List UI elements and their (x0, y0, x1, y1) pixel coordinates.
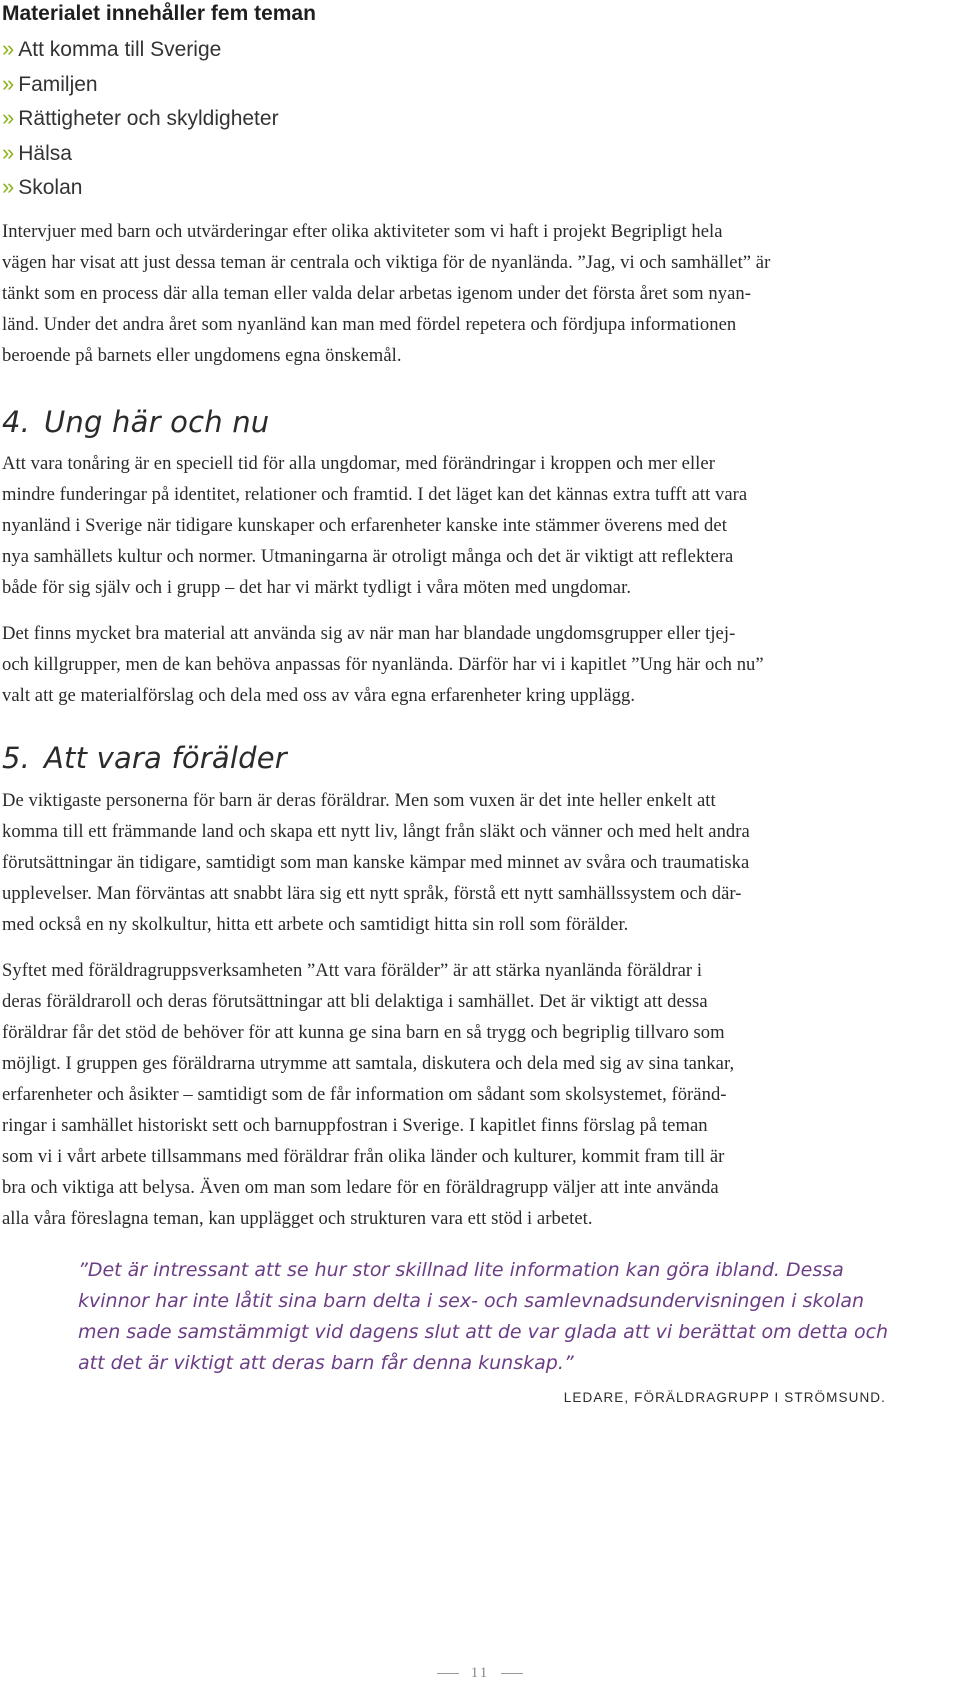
section-5-paragraph-1: De viktigaste personerna för barn är deras föräldrar. Men som vuxen är det inte heller enkelt att komma till ett främmande land och skapa ett nytt liv, långt från släkt och vänner och med helt andra förutsättningar än tidigare, samtidigt som man kanske kämpar med minnet av svåra och traumatiska upplevelser. Man förväntas att snabbt lära sig ett nytt språk, förstå ett nytt samhällssystem och där- med också en ny skolkultur, hitta ett arbete och samtidigt hitta sin roll som förälder. (2, 790, 750, 935)
section-title: Att vara förälder (44, 741, 287, 775)
intro-paragraph: Intervjuer med barn och utvärderingar efter olika aktiviteter som vi haft i projekt Begripligt hela vägen har visat att just dessa teman är centrala och viktiga för de nyanlända. ”Jag, vi och samhället” är tänkt som en process där alla teman eller valda delar arbetas igenom under det första året som nyan- länd. Under det andra året som nyanländ kan man med fördel repetera och fördjupa informationen beroende på barnets eller ungdomens egna önskemål. (2, 221, 771, 366)
section-4-paragraph-1: Att vara tonåring är en speciell tid för alla ungdomar, med förändringar i kroppen och mer eller mindre funderingar på identitet, relationer och framtid. I det läget kan det kännas extra tufft att vara nyanländ i Sverige när tidigare kunskaper och erfarenheter kanske inte stämmer överens med det nya samhällets kultur och normer. Utmaningarna är otroligt många och det är viktigt att reflektera både för sig själv och i grupp – det har vi märkt tydligt i våra möten med ungdomar. (2, 453, 748, 598)
list-item: » Rättigheter och skyldigheter (2, 105, 279, 130)
section-number: 5. (2, 741, 31, 775)
themes-heading: Materialet innehåller fem teman (2, 2, 316, 25)
page-number-rule-right (501, 1673, 523, 1674)
section-5-heading (2, 741, 287, 775)
bullet-icon: » (2, 70, 15, 96)
pull-quote: ”Det är intressant att se hur stor skillnad lite information kan göra ibland. Dessa kvinnor har inte låtit sina barn delta i sex- och samlevnadsundervisningen i skolan men sade samstämmigt vid dagens slut att de var glada att vi berättat om detta och att det är viktigt att deras barn får denna kunskap.” (78, 1259, 889, 1374)
section-title: Ung här och nu (44, 405, 270, 439)
bullet-icon: » (2, 174, 15, 199)
section-4-heading (2, 405, 269, 439)
section-5-paragraph-2: Syftet med föräldragruppsverksamheten ”Att vara förälder” är att stärka nyanlända föräldrar i deras föräldraroll och deras förutsättningar att bli delaktiga i samhället. Det är viktigt att dessa föräldrar får det stöd de behöver för att kunna ge sina barn en så trygg och begriplig tillvaro som möjligt. I gruppen ges föräldrarna utrymme att samtala, diskutera och dela med sig av sina tankar, erfarenheter och åsikter – samtidigt som de får information om sådant som skolsystemet, föränd- ringar i samhället historiskt sett och barnuppfostran i Sverige. I kapitlet finns förslag på teman som vi i vårt arbete tillsammans med föräldrar från olika länder och kulturer, kommit fram till är bra och viktiga att belysa. Även om man som ledare för en föräldragrupp väljer att inte använda alla våra föreslagna teman, kan upplägget och strukturen vara ett stöd i arbetet. (2, 960, 735, 1229)
bullet-icon: » (2, 36, 15, 61)
section-4-paragraph-2: Det finns mycket bra material att använda sig av när man har blandade ungdomsgrupper eller tjej- och killgrupper, men de kan behöva anpassas för nyanlända. Därför har vi i kapitlet ”Ung här och nu” valt att ge materialförslag och dela med oss av våra egna erfarenheter kring upplägg. (2, 623, 764, 706)
page-number: 11 (0, 1665, 960, 1682)
list-item: » Skolan (2, 174, 83, 199)
themes-list (2, 32, 279, 205)
bullet-icon: » (2, 139, 15, 165)
section-number: 4. (2, 405, 31, 439)
list-item: » Hälsa (2, 139, 72, 165)
quote-attribution: LEDARE, FÖRÄLDRAGRUPP I STRÖMSUND. (563, 1390, 886, 1405)
page-number-rule-left (437, 1673, 459, 1674)
list-item: » Familjen (2, 70, 98, 96)
list-item: » Att komma till Sverige (2, 36, 222, 61)
bullet-icon: » (2, 105, 15, 130)
